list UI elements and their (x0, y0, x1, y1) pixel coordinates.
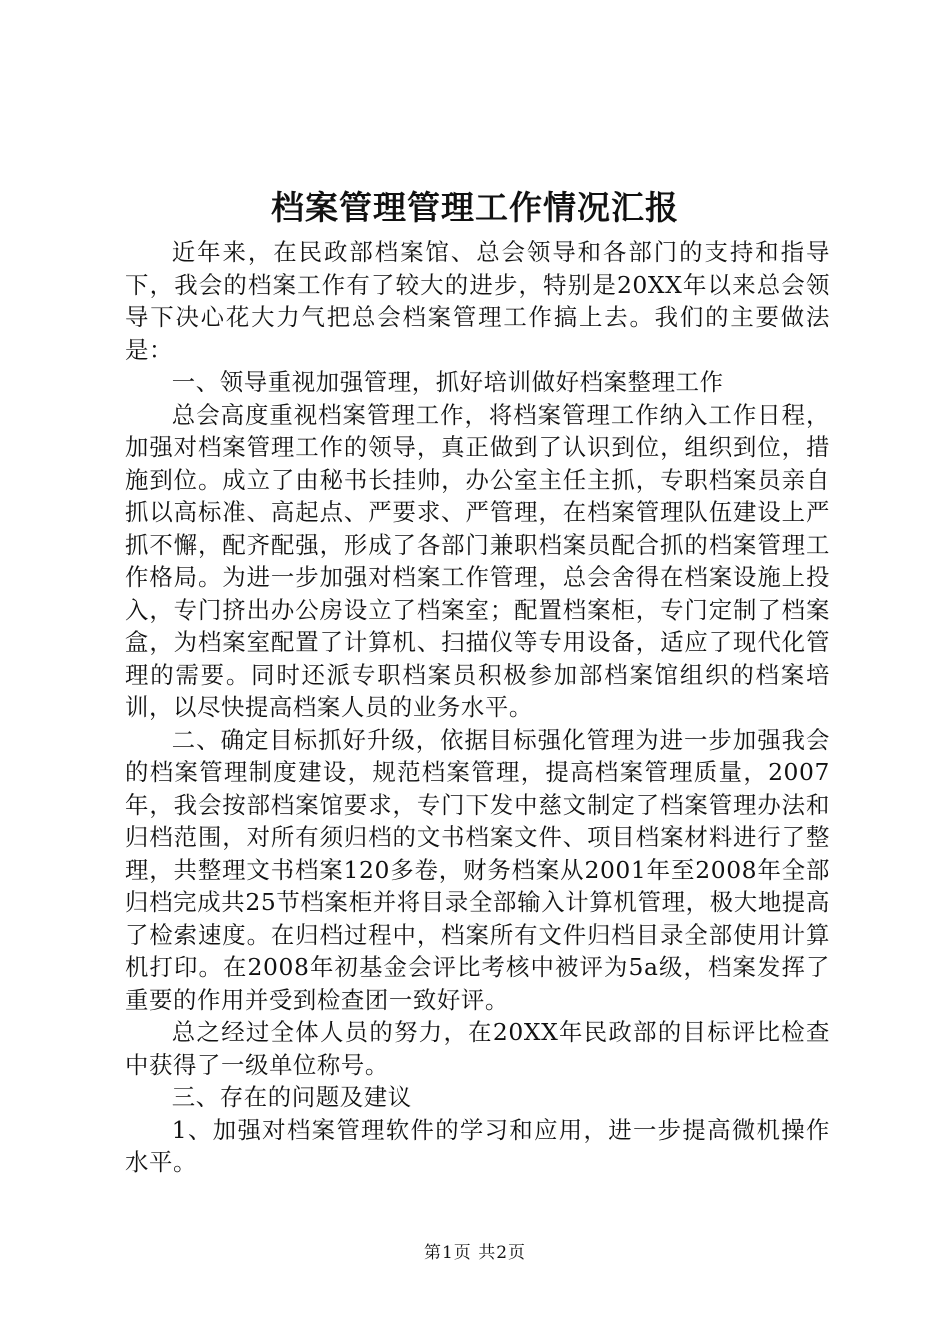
paragraph-suggestion-1: 1、加强对档案管理软件的学习和应用，进一步提高微机操作水平。 (125, 1115, 830, 1176)
document-title: 档案管理管理工作情况汇报 (271, 188, 679, 227)
section-heading-3: 三、存在的问题及建议 (171, 1083, 412, 1111)
document-body (125, 236, 830, 1179)
paragraph-section-1: 总会高度重视档案管理工作，将档案管理工作纳入工作日程，加强对档案管理工作的领导，真正做到了认识到位，组织到位，措施到位。成立了由秘书长挂帅，办公室主任主抓，专职档案员亲自抓以高标准、高起点、严要求、严管理，在档案管理队伍建设上严抓不懈，配齐配强，形成了各部门兼职档案员配合抓的档案管理工作格局。为进一步加强对档案工作管理，总会舍得在档案设施上投入，专门挤出办公房设立了档案室；配置档案柜，专门定制了档案盒，为档案室配置了计算机、扫描仪等专用设备，适应了现代化管理的需要。同时还派专职档案员积极参加部档案馆组织的档案培训，以尽快提高档案人员的业务水平。 (125, 400, 830, 721)
section-heading-1: 一、领导重视加强管理，抓好培训做好档案整理工作 (171, 368, 724, 396)
page-footer: 第1页 共2页 (423, 1243, 527, 1263)
paragraph-summary: 总之经过全体人员的努力，在20XX年民政部的目标评比检查中获得了一级单位称号。 (125, 1018, 830, 1079)
paragraph-intro: 近年来，在民政部档案馆、总会领导和各部门的支持和指导下，我会的档案工作有了较大的进步，特别是20XX年以来总会领导下决心花大力气把总会档案管理工作搞上去。我们的主要做法是： (125, 238, 830, 364)
paragraph-section-2: 二、确定目标抓好升级，依据目标强化管理为进一步加强我会的档案管理制度建设，规范档案管理，提高档案管理质量，2007年，我会按部档案馆要求，专门下发中慈文制定了档案管理办法和归档范围，对所有须归档的文书档案文件、项目档案材料进行了整理，共整理文书档案120多卷，财务档案从2001年至2008年全部归档完成共25节档案柜并将目录全部输入计算机管理，极大地提高了检索速度。在归档过程中，档案所有文件归档目录全部使用计算机打印。在2008年初基金会评比考核中被评为5a级，档案发挥了重要的作用并受到检查团一致好评。 (125, 725, 830, 1014)
